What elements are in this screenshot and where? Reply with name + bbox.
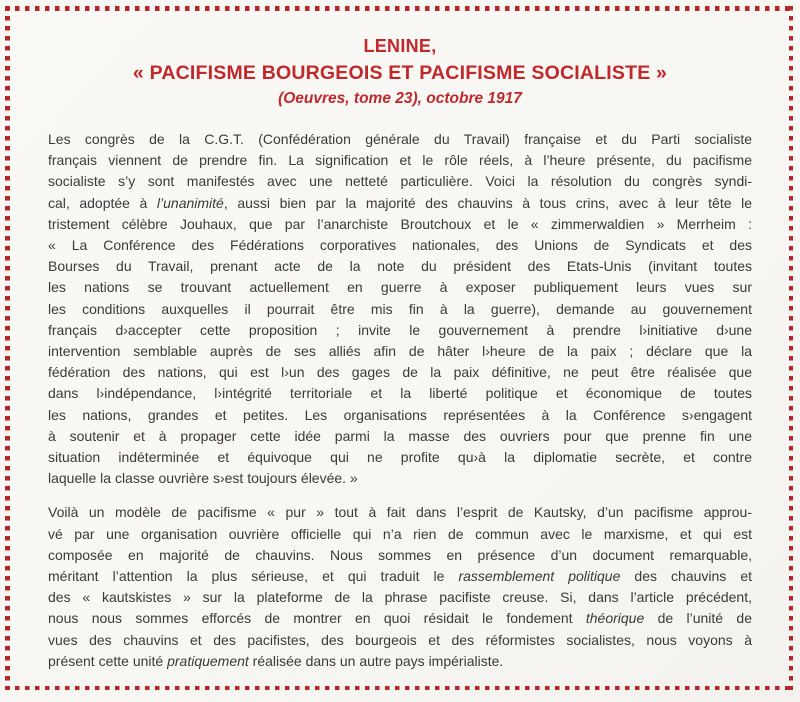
edition-subtitle: (Oeuvres, tome 23), octobre 1917: [278, 90, 522, 108]
text-line: vues des chauvins et des pacifistes, des bourgeois et des réformistes socialistes, nous voyons à: [48, 631, 752, 648]
text-line: présent cette unité pratiquement réalisée dans un autre pays impérialiste.: [48, 652, 504, 669]
text-line: méritant l’attention la plus sérieuse, et qui traduit le rassemblement politique des chauvins et: [48, 568, 753, 585]
text-line: à soutenir et à propager cette idée parmi la masse des ouvriers pour que prenne fin une: [48, 427, 752, 444]
text-line: les conditions auxquelles il pourrait être mis fin à la guerre), demande au gouvernement: [48, 300, 752, 317]
text-line: cal, adoptée à l’unanimité, aussi bien par la majorité des chauvins à tous crins, avec à leur tête le: [48, 194, 752, 211]
text-line: des « kautskistes » sur la plateforme de la phrase pacifiste creuse. Si, dans l’article précédent,: [48, 589, 752, 606]
text-line: les nations se trouvant actuellement en guerre à exposer publiquement leurs vues sur: [48, 279, 752, 296]
text-line: fédération des nations, qui est l›un des gages de la paix définitive, ne peut être réalisée que: [48, 364, 752, 381]
work-title: « PACIFISME BOURGEOIS ET PACIFISME SOCIALISTE »: [132, 61, 668, 84]
text-line: intervention semblable auprès de ses alliés afin de hâter l›heure de la paix ; déclare que la: [48, 343, 752, 360]
dotted-border-left: [5, 6, 10, 690]
text-line: français d›accepter cette proposition ; invite le gouvernement à prendre l›initiative d›une: [48, 321, 752, 338]
text-line: tristement célèbre Jouhaux, que par l’anarchiste Broutchoux et le « zimmerwaldien » Merrheim :: [48, 215, 752, 232]
dotted-border-top: [5, 6, 793, 11]
text-line: vé par une organisation ouvrière officielle qui n’a rien de commun avec le marxisme, et qui est: [48, 525, 752, 542]
text-line: socialiste s’y sont manifestés avec une netteté particulière. Voici la résolution du congrès syndi-: [48, 173, 752, 190]
paragraph: [48, 129, 752, 489]
text-line: Voilà un modèle de pacifisme « pur » tout à fait dans l’esprit de Kautsky, d’un pacifisme approu-: [48, 504, 752, 521]
text-line: situation indéterminée et équivoque qui ne profite qu›à la diplomatie secrète, et contre: [48, 449, 752, 466]
dotted-border-bottom: [5, 686, 793, 691]
text-line: laquelle la classe ouvrière s›est toujours élevée. »: [48, 470, 358, 487]
text-line: français viennent de prendre fin. La signification et le rôle réels, à l’heure présente, du pacifisme: [48, 152, 752, 169]
text-line: dans l›indépendance, l›intégrité territoriale et la liberté politique et économique de toutes: [48, 385, 752, 402]
dotted-border-right: [789, 6, 794, 690]
title-block: [0, 36, 800, 108]
body-text: [48, 129, 752, 672]
text-line: nous nous sommes efforcés de montrer en quoi résidait le fondement théorique de l’unité de: [48, 610, 752, 627]
text-line: Bourses du Travail, prenant acte de la note du président des Etats-Unis (invitant toutes: [48, 258, 752, 275]
text-line: Les congrès de la C.G.T. (Confédération générale du Travail) française et du Parti socialiste: [48, 131, 752, 147]
paragraph: [48, 502, 752, 672]
text-line: les nations, grandes et petites. Les organisations représentées à la Conférence s›engagent: [48, 406, 752, 423]
author-title: LENINE,: [363, 36, 437, 56]
text-line: « La Conférence des Fédérations corporatives nationales, des Unions de Syndicats et des: [48, 237, 752, 254]
text-line: composée en majorité de chauvins. Nous sommes en présence d’un document remarquable,: [48, 546, 752, 563]
